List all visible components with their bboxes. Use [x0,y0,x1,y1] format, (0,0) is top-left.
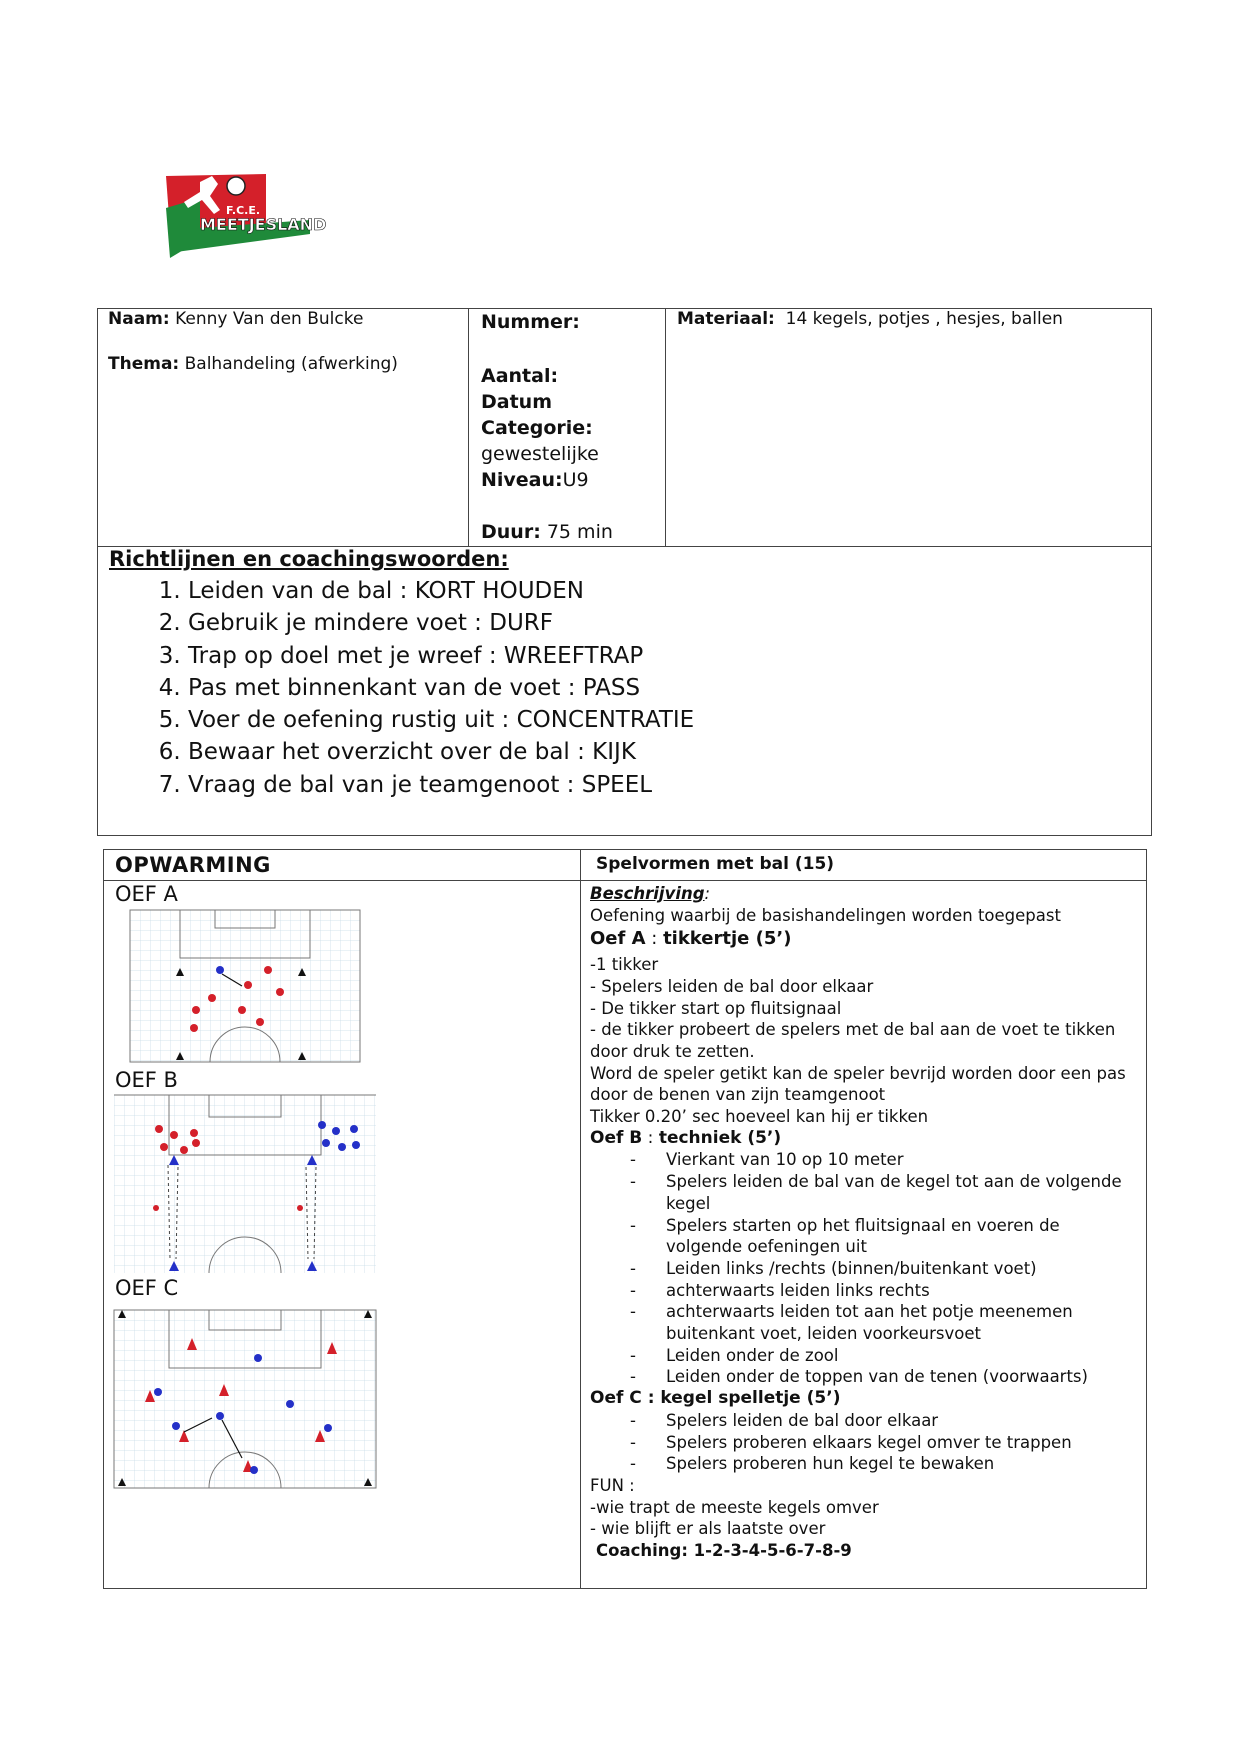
oef-a-sep: : [645,928,664,950]
oef-a-label: OEF A [115,882,178,906]
nummer-label: Nummer: [481,311,580,333]
guidelines-list [148,575,694,801]
cell-materiaal [666,309,1152,547]
guideline-item: 5. Voer de oefening rustig uit : CONCENTRATIE [188,704,694,736]
oef-a-line: Tikker 0.20’ sec hoeveel kan hij er tikken [590,1107,929,1127]
fun-line: - wie blijft er als laatste over [590,1519,826,1539]
oef-c-line: - Spelers proberen hun kegel te bewaken [590,1453,1140,1475]
ball-icon [227,177,245,195]
categorie-value: gewestelijke [481,443,599,465]
guideline-item: 4. Pas met binnenkant van de voet : PASS [188,672,694,704]
diagram-oef-a [130,910,360,1062]
materiaal-label: Materiaal: [677,309,775,329]
logo-text-main: MEETJESLAND [200,215,327,234]
thema-label: Thema: [108,354,180,374]
cell-details [469,309,666,547]
cell-trainer [98,309,469,547]
guideline-item: 6. Bewaar het overzicht over de bal : KIJK [188,736,694,768]
diagram-oef-c [114,1310,376,1488]
naam-label: Naam: [108,309,170,329]
oef-a-line: - De tikker start op fluitsignaal [590,998,842,1018]
section-subtitle: Spelvormen met bal (15) [596,854,835,874]
oef-c-line: - Spelers leiden de bal door elkaar [590,1410,1140,1432]
header-divider [104,880,1146,881]
oef-b-line: - Leiden links /rechts (binnen/buitenkant voet) [590,1258,1140,1280]
guideline-item: 7. Vraag de bal van je teamgenoot : SPEEL [188,769,694,801]
oef-b-title: Oef B [590,1127,643,1148]
duur-label: Duur: [481,521,541,543]
guideline-item: 2. Gebruik je mindere voet : DURF [188,607,694,639]
oef-c-line: - Spelers proberen elkaars kegel omver te trappen [590,1432,1140,1454]
oef-a-lines [590,954,1140,1128]
exercise-table [103,849,1147,1589]
oef-a-line: -1 tikker [590,955,659,975]
materiaal-value: 14 kegels, potjes , hesjes, ballen [785,309,1063,329]
oef-b-label: OEF B [115,1068,178,1092]
oef-a-line: Word de speler getikt kan de speler bevrijd worden door een pas door de benen van zijn teamgenoot [590,1063,1126,1105]
column-divider [580,850,581,1588]
oef-b-line: - achterwaarts leiden links rechts [590,1280,1140,1302]
thema-value: Balhandeling (afwerking) [184,354,398,374]
oef-b-line: - achterwaarts leiden tot aan het potje meenemen buitenkant voet, leiden voorkeursvoet [590,1301,1140,1344]
exercise-description: Beschrijving: Oefening waarbij de basishandelingen worden toegepast Oef A : tikkertje (5’) -1 tikker - Spelers leiden de bal door elkaar - De tikker start op fluitsignaal - de tikker probeert de spelers met de bal aan de voet te tikken door druk te zetten. Word de speler getikt kan de speler bevrijd worden door een pas door de benen van zijn teamgenoot Tikker 0.20’ sec hoeveel kan hij er tikken Oef B : techniek (5’) - Vierkant van 10 op 10 meter - Spelers leiden de bal van de kegel tot aan de volgende kegel - Spelers starten op het fluitsignaal en voeren de volgende oefeningen uit - Leiden links /rechts (binnen/buitenkant voet) - achterwaarts leiden links rechts - achterwaarts leiden tot aan het potje meenemen buitenkant voet, leiden voorkeursvoet - Leiden onder de zool - Leiden onder de toppen van de tenen (voorwaarts) Oef C : kegel spelletje (5’) - Spelers leiden de bal door elkaar - Spelers proberen elkaars kegel omver te trappen - Spelers proberen hun kegel te bewaken FUN : -wie trapt de meeste kegels omver - wie blijft er als laatste over Coaching: 1-2-3-4-5-6-7-8-9 [590,883,1140,1562]
guideline-item: 3. Trap op doel met je wreef : WREEFTRAP [188,640,694,672]
categorie-label: Categorie: [481,417,593,439]
diagram-oef-b [114,1095,376,1273]
logo-text-top: F.C.E. [226,204,261,217]
niveau-value: U9 [562,469,589,491]
description-heading: Beschrijving [590,884,705,903]
section-title: OPWARMING [115,853,271,877]
oef-b-lines [590,1149,1140,1388]
oef-c-lines [590,1410,1140,1475]
session-info-table [97,308,1152,547]
player-blue-tagger [216,966,224,974]
aantal-label: Aantal: [481,365,559,387]
club-logo [160,168,327,268]
fun-title: FUN : [590,1475,635,1495]
oef-c-label: OEF C [115,1276,179,1300]
pot-marker [153,1205,159,1211]
pot-marker [297,1205,303,1211]
fun-line: -wie trapt de meeste kegels omver [590,1497,879,1517]
datum-label: Datum [481,391,552,413]
naam-value: Kenny Van den Bulcke [175,309,364,329]
niveau-label: Niveau: [481,469,563,491]
guidelines-title: Richtlijnen en coachingswoorden: [109,547,509,571]
oef-b-line: - Vierkant van 10 op 10 meter [590,1149,1140,1171]
oef-b-name: techniek (5’) [658,1127,782,1148]
oef-b-line: - Leiden onder de zool [590,1345,1140,1367]
pitch [114,1095,376,1273]
oef-a-line: - de tikker probeert de spelers met de bal aan de voet te tikken door druk te zetten. [590,1020,1116,1061]
coaching-line: Coaching: 1-2-3-4-5-6-7-8-9 [596,1541,852,1561]
oef-b-sep: : [642,1127,659,1148]
oef-b-line: - Spelers leiden de bal van de kegel tot aan de volgende kegel [590,1171,1140,1214]
guideline-item: 1. Leiden van de bal : KORT HOUDEN [188,575,694,607]
guidelines-box [97,547,1152,836]
oef-a-line: - Spelers leiden de bal door elkaar [590,976,874,996]
oef-c-title: Oef C : kegel spelletje (5’) [590,1388,841,1409]
oef-a-name: tikkertje (5’) [663,928,792,950]
oef-b-line: - Leiden onder de toppen van de tenen (voorwaarts) [590,1366,1140,1388]
duur-value: 75 min [546,521,613,543]
oef-a-title: Oef A [590,928,646,950]
description-intro: Oefening waarbij de basishandelingen worden toegepast [590,905,1061,925]
oef-b-line: - Spelers starten op het fluitsignaal en voeren de volgende oefeningen uit [590,1215,1140,1258]
